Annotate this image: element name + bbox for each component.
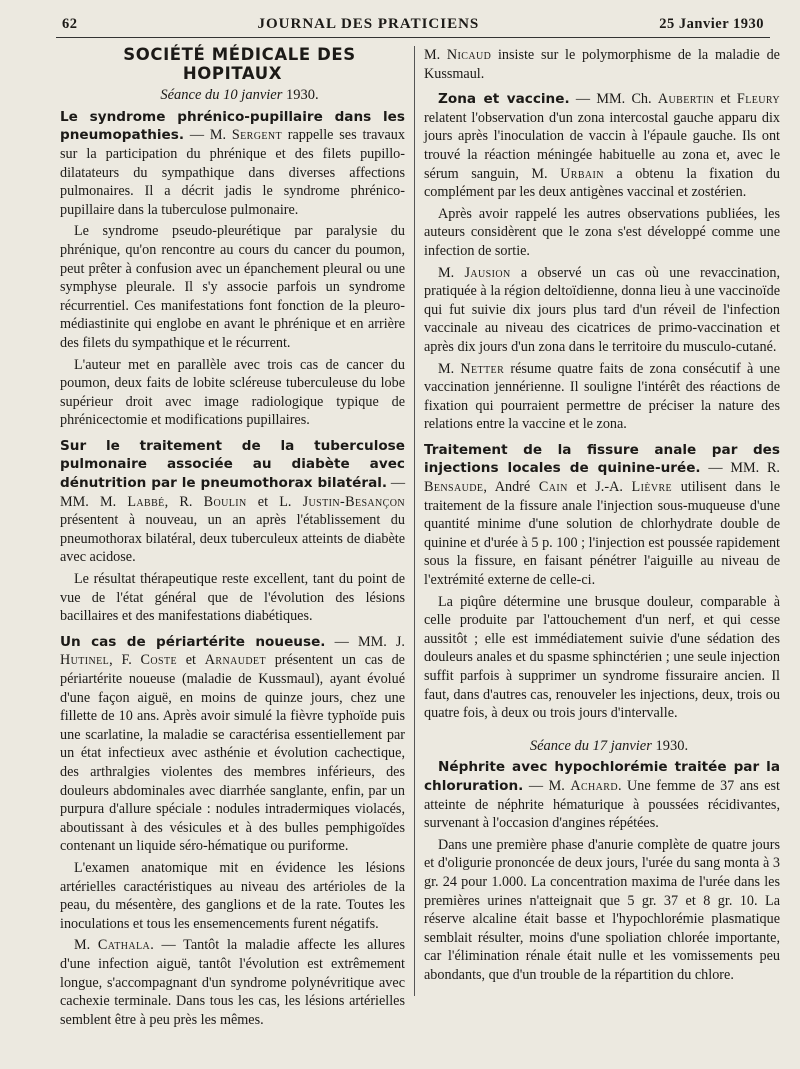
author-name: Bensaude bbox=[424, 479, 484, 496]
article-paragraph: Dans une première phase d'anurie complète de quatre jours et d'oligurie prononcée de deux jours, l'urée du sang monta à 3 gr. 24 pour 1.000. La concentration maxima de l'urée dans les premières urines n'atteignait que 5 gr. 37 et 8 gr. 10. La réserve alcaline était basse et l'hypochlorémie plasmatique semblait résulter, moins d'une spoliation chlorée importante, car l'élimination rénale était nulle et les vomissements peu abondants, que d'un trouble de la répartition du chlore. bbox=[424, 836, 780, 983]
article-zona-vaccine bbox=[424, 90, 780, 434]
seance-label: Séance du 10 janvier bbox=[160, 87, 283, 104]
text-run: présentent à nouveau, un an après l'établissement du pneumothorax bilatéral, deux tuberculeux atteints de diabète avec acidose. bbox=[60, 512, 405, 566]
article-paragraph: L'examen anatomique mit en évidence les lésions artérielles caractéristiques au niveau des artérioles de la peau, du mésentère, des ganglions et de la rate. Toutes les inoculations et tous les ensemencements furent négatifs. bbox=[60, 859, 405, 932]
article-paragraph bbox=[60, 437, 405, 567]
article-paragraph bbox=[424, 46, 780, 83]
text-run: — MM. Ch. bbox=[569, 91, 658, 108]
article-paragraph bbox=[424, 441, 780, 590]
journal-title: JOURNAL DES PRATICIENS bbox=[257, 15, 480, 32]
author-name: Sergent bbox=[231, 127, 282, 144]
text-run: a observé un cas où une revaccination, pratiquée à la région deltoïdienne, donna lieu à une vaccinoïde qui fut suivie dix jours plus tard d'un réveil de l'infection vaccinale au niveau des cicatrices de primo-vaccination et après dix jours d'un zona dans le territoire du musculo-cutané. bbox=[424, 264, 780, 355]
article-paragraph bbox=[424, 90, 780, 202]
right-column bbox=[424, 46, 780, 988]
text-run: utilisent dans le traitement de la fissure anale l'injection sous-muqueuse d'une quantité minime d'une solution de chlorhydrate double de quinine et d'urée à 5 p. 100 ; l'injection est poussée rapidement sous la fissure, en faisant pénétrer l'aiguille au niveau de l'extrémité externe de celle-ci. bbox=[424, 479, 780, 589]
header-rule bbox=[56, 37, 770, 38]
text-run: — M. bbox=[184, 127, 232, 144]
text-run: , R. bbox=[164, 493, 204, 510]
article-paragraph: Le syndrome pseudo-pleurétique par paralysie du phrénique, qu'on rencontre au cours du cancer du poumon, peut prêter à confusion avec un épanchement pleural ou une symphyse pleurale. Il s'y associe parfois un syndrome récurrentiel. Ces manifestations font fonction de la pleuro-médiastinite qui englobe en avant le phrénique et en arrière des filets du sympathique et le récurrent. bbox=[60, 223, 405, 351]
author-name: Boulin bbox=[203, 493, 247, 510]
author-name: Labbé bbox=[127, 493, 165, 510]
author-name: Jausion bbox=[464, 264, 511, 281]
article-paragraph bbox=[424, 758, 780, 832]
text-run: M. bbox=[438, 264, 465, 281]
text-run: M. bbox=[424, 47, 447, 63]
author-name: Cain bbox=[538, 479, 568, 496]
text-run: a obtenu la fixation du complément par les deux antigènes vaccinal et zostérien. bbox=[424, 165, 780, 201]
author-name: Coste bbox=[140, 652, 177, 669]
seance-date bbox=[60, 86, 405, 105]
text-run: M. bbox=[438, 360, 461, 377]
author-name: Aubertin bbox=[657, 91, 715, 108]
text-run: et bbox=[176, 652, 205, 669]
text-run: présentent un cas de périartérite noueuse (maladie de Kussmaul), ayant évolué d'une façon aiguë, en moins de quinze jours, chez une fillette de 10 ans. Après avoir simulé la fièvre typhoïde puis une scarlatine, la maladie se caractérisa essentiellement par un état infectieux avec asthénie et évolution cachectique, des arthralgies violentes des membres inférieurs, des douleurs abdominales avec diarrhée sanglante, enfin, par un purpura d'allure spéciale : nodules intradermiques violacés, aboutissant à des vésicules et à des bulles pemphigoïdes contenant un liquide séro-hématique ou puriforme. bbox=[60, 652, 405, 855]
article-paragraph bbox=[424, 264, 780, 357]
author-name: Nicaud bbox=[446, 47, 492, 63]
page-header bbox=[62, 11, 764, 37]
seance-date bbox=[424, 737, 780, 756]
text-run: — MM. M. bbox=[60, 475, 406, 510]
society-heading: SOCIÉTÉ MÉDICALE DES HOPITAUX bbox=[123, 45, 356, 83]
author-name: Urbain bbox=[560, 165, 604, 182]
article-phrenico-pupillaire bbox=[60, 108, 405, 430]
author-name: Netter bbox=[460, 360, 505, 377]
page-number: 62 bbox=[62, 15, 78, 32]
article-paragraph: Après avoir rappelé les autres observations publiées, les auteurs considèrent que le zona s'est développé comme une infection de sortie. bbox=[424, 205, 780, 259]
text-run: rappelle ses travaux sur la participation du phrénique et des filets pupillo-dilatateurs du sympathique dans diverses affections pulmonaires. Il a décrit jadis le syndrome phrénico-pupillaire dans la tuberculose pulmonaire. bbox=[60, 127, 405, 218]
article-nephrite bbox=[424, 758, 780, 984]
article-paragraph: L'auteur met en parallèle avec trois cas de cancer du poumon, deux faits de lobite scléreuse tuberculeuse du lobe supérieur droit avec image radiologique typique de phrénicectomie et modifications pupillaires. bbox=[60, 356, 405, 429]
article-periarterite bbox=[60, 633, 405, 1029]
left-column bbox=[60, 46, 405, 1032]
author-name: Justin-Besançon bbox=[302, 493, 405, 510]
article-paragraph bbox=[424, 360, 780, 434]
article-paragraph: Le résultat thérapeutique reste excellent, tant du point de vue de l'état général que de l'évolution des lésions bacillaires et des manifestations diabétiques. bbox=[60, 571, 405, 625]
text-run: résume quatre faits de zona consécutif à une vaccination jennérienne. Il souligne l'intérêt des réactions de fixation qui pourraient permettre de préciser la nature des relations entre la vaccine et le zona. bbox=[424, 360, 780, 433]
author-name: Fleury bbox=[736, 91, 780, 108]
author-name: Hutinel bbox=[60, 652, 110, 669]
text-run: insiste sur le polymorphisme de la maladie de Kussmaul. bbox=[424, 47, 780, 82]
text-run: — MM. J. bbox=[325, 633, 405, 650]
article-paragraph bbox=[60, 633, 405, 856]
text-run: relatent l'observation d'un zona intercostal gauche apparu dix jours après l'inoculation de vaccin à l'épaule gauche. Ils ont trouvé la réaction méningée habituelle au zona et, avec le sérum sanguin, M. bbox=[424, 109, 780, 182]
text-run: . Une femme de 37 ans est atteinte de néphrite hématurique à poussées récidivantes, survenant à l'occasion d'angines répétées. bbox=[424, 777, 781, 832]
seance-year: 1930. bbox=[286, 87, 319, 104]
article-title: Zona et vaccine. bbox=[438, 91, 570, 108]
article-fissure-anale bbox=[424, 441, 780, 723]
article-title: Le syndrome phrénico-pupillaire dans les pneumopathies. bbox=[60, 108, 405, 144]
text-run: — M. bbox=[523, 777, 571, 794]
author-name: Arnaudet bbox=[204, 652, 266, 669]
author-name: Lièvre bbox=[631, 479, 673, 496]
article-paragraph bbox=[60, 108, 405, 220]
article-title: Traitement de la fissure anale par des injections locales de quinine-urée. bbox=[424, 441, 780, 477]
text-run: . — Tantôt la maladie affecte les allures d'une infection aiguë, tantôt l'évolution est extrêmement longue, s'accompagnant d'un syndrome polynévritique avec cachexie terminale. Dans tous les cas, les lésions artérielles semblent être à peu près les mêmes. bbox=[60, 937, 405, 1028]
author-name: Achard bbox=[570, 777, 618, 794]
article-title: Sur le traitement de la tuberculose pulmonaire associée au diabète avec dénutrition par le pneumothorax bilatéral. bbox=[60, 437, 405, 492]
article-title: Néphrite avec hypochlorémie traitée par la chloruration. bbox=[424, 759, 780, 794]
text-run: , F. bbox=[109, 652, 141, 669]
seance-year: 1930. bbox=[655, 737, 689, 754]
author-name: Cathala bbox=[97, 937, 151, 954]
text-run: et L. bbox=[246, 493, 303, 510]
column-divider bbox=[414, 46, 415, 996]
text-run: et J.-A. bbox=[567, 479, 632, 496]
text-run: et bbox=[714, 91, 737, 108]
issue-date: 25 Janvier 1930 bbox=[659, 15, 764, 32]
text-run: , André bbox=[483, 479, 539, 496]
article-title: Un cas de périartérite noueuse. bbox=[60, 633, 326, 650]
text-run: — MM. R. bbox=[700, 460, 780, 477]
seance-label: Séance du 17 janvier bbox=[529, 737, 652, 754]
article-paragraph bbox=[60, 936, 405, 1029]
article-paragraph: La piqûre détermine une brusque douleur, comparable à celle produite par l'attouchement d'un nerf, et qui cesse aussitôt ; elle est immédiatement suivie d'une sédation des douleurs anales et du spasme sphinctérien ; une seule injection suffit parfois à supprimer un syndrome fissuraire ancien. Il faut, dans d'autres cas, renouveler les injections, deux, trois ou quatre fois, à deux ou trois jours d'intervalle. bbox=[424, 593, 780, 722]
text-run: M. bbox=[74, 937, 98, 954]
article-tuberculose-diabete bbox=[60, 437, 405, 626]
